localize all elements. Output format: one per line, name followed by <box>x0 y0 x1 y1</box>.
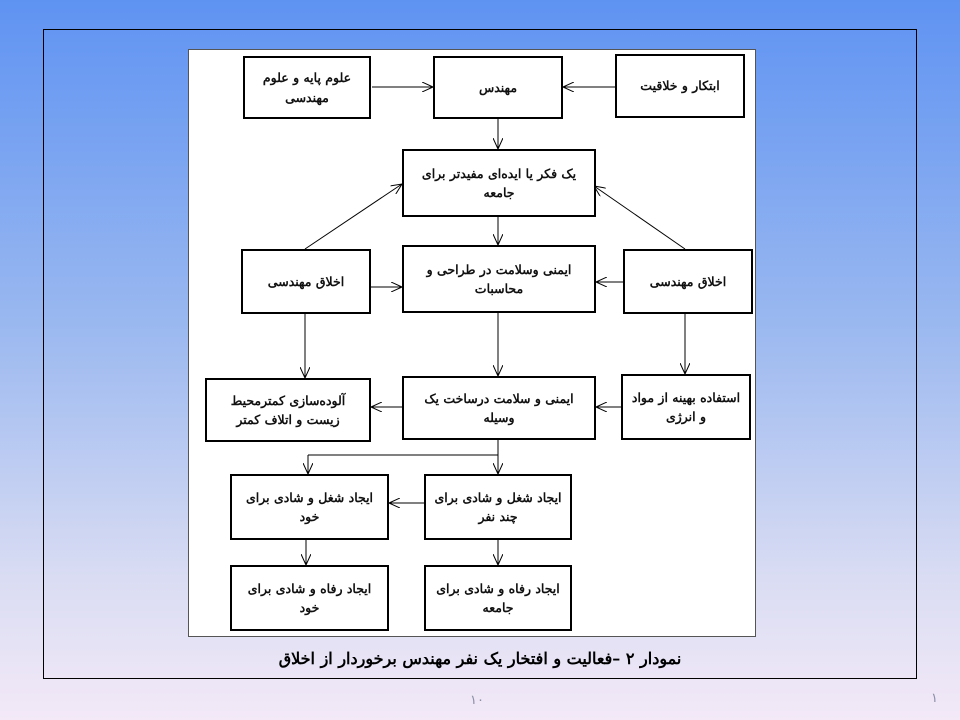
figure-caption: نمودار ۲ –فعالیت و افتخار یک نفر مهندس برخوردار از اخلاق <box>278 649 682 668</box>
diagram-panel <box>188 49 756 637</box>
page-number-right: ۱ <box>931 691 938 706</box>
box-low-pollution: آلوده‌سازی کمترمحیط زیست و اتلاف کمتر <box>205 378 371 442</box>
arrow-ethicsright-to-idea <box>594 186 685 249</box>
box-jobs-self: ایجاد شغل و شادی برای خود <box>230 474 389 540</box>
page-number-center: ۱۰ <box>470 693 484 708</box>
box-basic-sciences: علوم پایه و علوم مهندسی <box>243 56 371 119</box>
box-safety-design: ایمنی وسلامت در طراحی و محاسبات <box>402 245 596 313</box>
box-safety-build: ایمنی و سلامت درساخت یک وسیله <box>402 376 596 440</box>
box-useful-idea: یک فکر یا ایده‌ای مفیدتر برای جامعه <box>402 149 596 217</box>
box-engineer: مهندس <box>433 56 563 119</box>
box-ethics-left: اخلاق مهندسی <box>241 249 371 314</box>
box-jobs-others: ایجاد شغل و شادی برای چند نفر <box>424 474 572 540</box>
box-optimal-use: استفاده بهینه از مواد و انرژی <box>621 374 751 440</box>
box-ethics-right: اخلاق مهندسی <box>623 249 753 314</box>
box-innovation: ابتکار و خلاقیت <box>615 54 745 118</box>
box-welfare-society: ایجاد رفاه و شادی برای جامعه <box>424 565 572 631</box>
diagram-arrows <box>189 50 757 638</box>
box-welfare-self: ایجاد رفاه و شادی برای خود <box>230 565 389 631</box>
arrow-ethicsleft-to-idea <box>305 184 402 249</box>
